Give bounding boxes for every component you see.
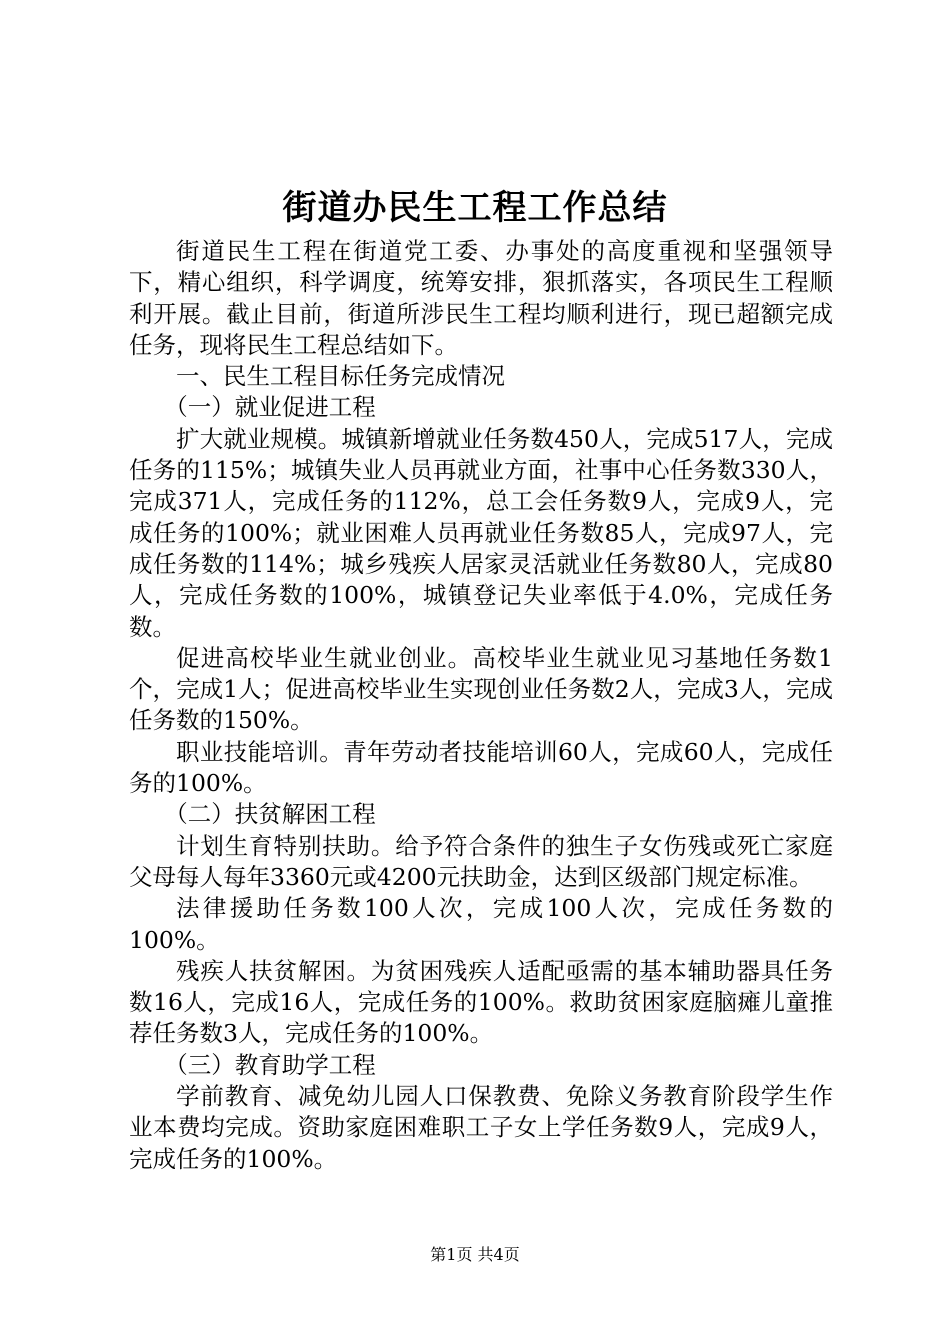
paragraph-family-planning-support: 计划生育特别扶助。给予符合条件的独生子女伤残或死亡家庭父母每人每年3360元或4200元扶助金，达到区级部门规定标准。 <box>129 831 833 891</box>
section-heading-1: 一、民生工程目标任务完成情况 <box>176 362 505 391</box>
paragraph-legal-aid: 法律援助任务数100人次，完成100人次，完成任务数的100%。 <box>129 894 833 954</box>
paragraph-education-aid: 学前教育、减免幼儿园人口保教费、免除义务教育阶段学生作业本费均完成。资助家庭困难职工子女上学任务数9人，完成9人，完成任务的100%。 <box>129 1082 833 1173</box>
subsection-heading-education-aid: （三）教育助学工程 <box>164 1050 376 1079</box>
intro-paragraph: 街道民生工程在街道党工委、办事处的高度重视和坚强领导下，精心组织，科学调度，统筹安排，狠抓落实，各项民生工程顺利开展。截止目前，街道所涉民生工程均顺利进行，现已超额完成任务，现将民生工程总结如下。 <box>129 237 833 359</box>
paragraph-graduate-employment: 促进高校毕业生就业创业。高校毕业生就业见习基地任务数1个，完成1人；促进高校毕业生实现创业任务数2人，完成3人，完成任务数的150%。 <box>129 643 833 735</box>
page-number: 第1页 共4页 <box>430 1245 520 1264</box>
subsection-heading-employment: （一）就业促进工程 <box>164 393 376 422</box>
paragraph-disabled-relief: 残疾人扶贫解困。为贫困残疾人适配亟需的基本辅助器具任务数16人，完成16人，完成任务的100%。救助贫困家庭脑瘫儿童推荐任务数3人，完成任务的100%。 <box>129 956 833 1048</box>
document-title: 街道办民生工程工作总结 <box>282 188 668 228</box>
paragraph-expand-employment: 扩大就业规模。城镇新增就业任务数450人，完成517人，完成任务的115%；城镇失业人员再就业方面，社事中心任务数330人，完成371人，完成任务的112%，总工会任务数9人，完成9人，完成任务的100%；就业困难人员再就业任务数85人，完成97人，完成任务数的114%；城乡残疾人居家灵活就业任务数80人，完成80人，完成任务数的100%，城镇登记失业率低于4.0%，完成任务数。 <box>129 424 833 641</box>
document-body <box>129 236 833 1175</box>
subsection-heading-poverty-relief: （二）扶贫解困工程 <box>164 800 376 829</box>
paragraph-skills-training: 职业技能培训。青年劳动者技能培训60人，完成60人，完成任务的100%。 <box>129 737 833 798</box>
